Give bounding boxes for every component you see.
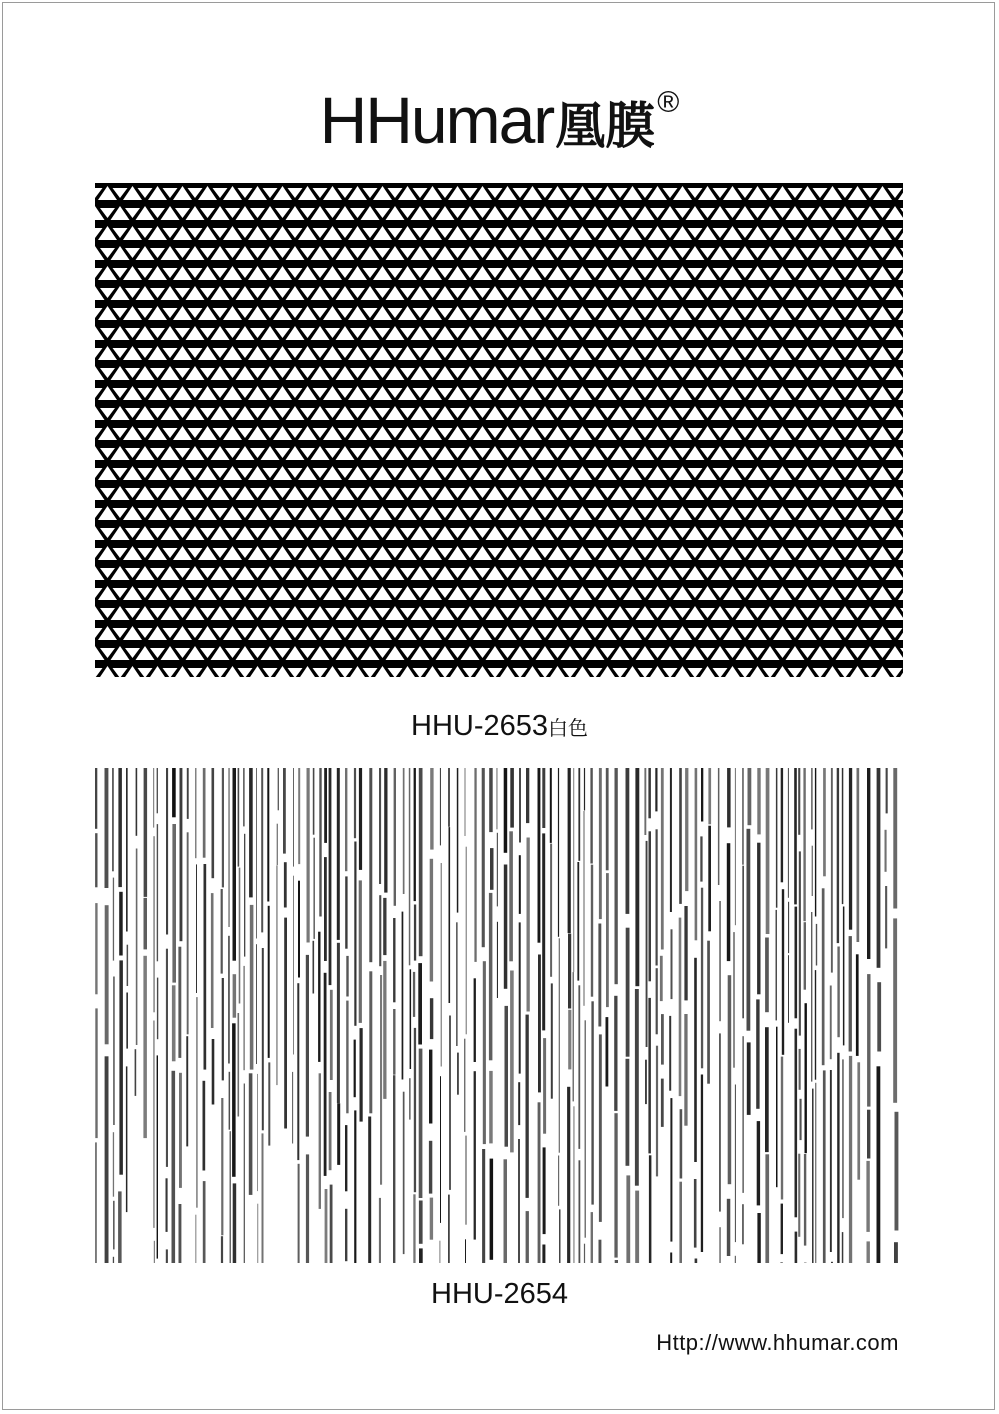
sample-code: HHU-2654 (431, 1278, 568, 1310)
sample-caption-hhu-2653 (0, 710, 999, 743)
sample-code: HHU-2653 (411, 710, 548, 742)
sample-color-label: 白色 (548, 716, 588, 740)
sample-swatch-hhu-2654 (95, 768, 903, 1263)
sample-swatch-hhu-2653 (95, 183, 903, 677)
registered-mark-icon: ® (657, 86, 680, 119)
triangle-lattice-pattern (95, 183, 903, 677)
brand-name-latin: HHumar (319, 83, 554, 157)
vertical-grain-pattern (95, 768, 903, 1263)
brand-logo (0, 82, 999, 158)
sample-caption-hhu-2654 (0, 1278, 999, 1311)
website-url: Http://www.hhumar.com (656, 1330, 899, 1355)
brand-name-cjk: 凰膜 (555, 97, 656, 155)
